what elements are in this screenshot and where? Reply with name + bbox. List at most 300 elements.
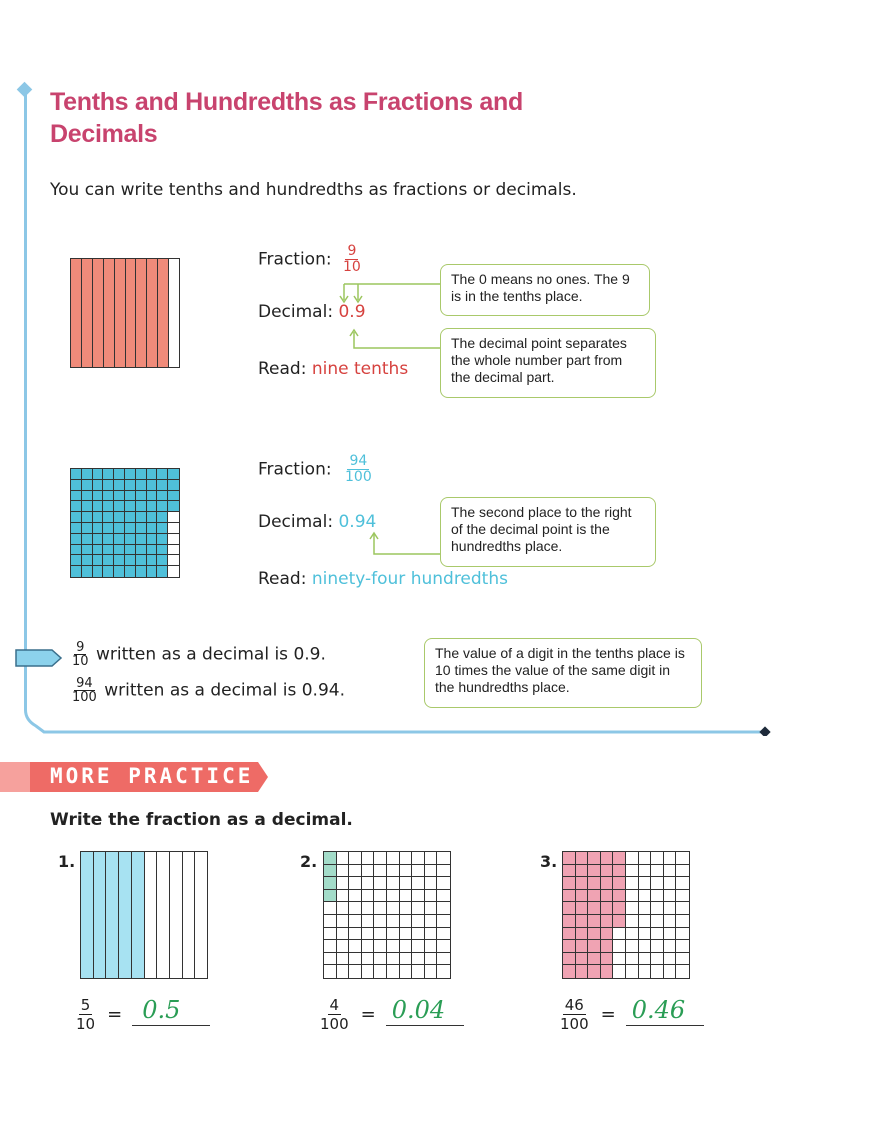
hundredth-square — [626, 940, 639, 953]
summary-line-2 — [70, 677, 345, 704]
hundredth-square — [437, 915, 450, 928]
hundredth-square — [362, 915, 375, 928]
hundredth-square — [324, 877, 337, 890]
tenth-strip — [195, 852, 207, 978]
hundredth-square — [400, 965, 413, 978]
hundredth-square — [588, 928, 601, 941]
problem-2-fraction: $\frac{4}{100}$ — [320, 996, 349, 1033]
hundredth-square — [114, 566, 125, 577]
hundredth-square — [125, 523, 136, 534]
hundredths-fraction-row — [258, 454, 374, 485]
hundredth-square — [136, 491, 147, 502]
hundredth-square — [324, 852, 337, 865]
hundredth-square — [71, 512, 82, 523]
hundredth-square — [664, 940, 677, 953]
hundredth-square — [588, 890, 601, 903]
hundredth-square — [651, 940, 664, 953]
hundredth-square — [114, 512, 125, 523]
equals-sign: = — [360, 1004, 376, 1025]
hundredth-square — [563, 940, 576, 953]
hundredth-square — [400, 928, 413, 941]
hundredth-square — [563, 865, 576, 878]
hundredth-square — [639, 915, 652, 928]
tenth-strip — [170, 852, 183, 978]
hundredth-square — [664, 965, 677, 978]
equals-sign: = — [600, 1004, 616, 1025]
hundredth-square — [576, 877, 589, 890]
tenth-strip — [94, 852, 107, 978]
hundredth-square — [374, 953, 387, 966]
hundredth-square — [362, 965, 375, 978]
hundredth-square — [588, 965, 601, 978]
hundredth-square — [563, 928, 576, 941]
hundredth-square — [601, 890, 614, 903]
hundredth-square — [93, 523, 104, 534]
read-label: Read: — [258, 359, 307, 379]
hundredth-square — [71, 501, 82, 512]
hundredth-square — [337, 953, 350, 966]
hundredths-connector-line — [360, 530, 444, 558]
hundredth-square — [337, 865, 350, 878]
tenth-strip — [136, 259, 147, 367]
hundredth-square — [93, 491, 104, 502]
hundredth-square — [136, 534, 147, 545]
hundredth-square — [337, 877, 350, 890]
hundredth-square — [349, 877, 362, 890]
hundredth-square — [437, 902, 450, 915]
hundredth-square — [563, 852, 576, 865]
hundredth-square — [157, 523, 168, 534]
hundredth-square — [613, 902, 626, 915]
hundredth-square — [588, 902, 601, 915]
hundredth-square — [576, 953, 589, 966]
hundredth-square — [676, 940, 689, 953]
hundredth-square — [168, 534, 179, 545]
hundredth-square — [374, 965, 387, 978]
hundredth-square — [576, 940, 589, 953]
hundredth-square — [639, 865, 652, 878]
hundredth-square — [103, 480, 114, 491]
tenths-model — [70, 258, 180, 368]
hundredth-square — [400, 953, 413, 966]
hundredth-square — [400, 902, 413, 915]
hundredth-square — [400, 940, 413, 953]
tenth-strip — [157, 852, 170, 978]
hundredth-square — [114, 469, 125, 480]
hundredths-decimal-value: 0.94 — [338, 512, 377, 532]
hundredth-square — [576, 890, 589, 903]
hundredth-square — [664, 902, 677, 915]
hundredth-square — [639, 852, 652, 865]
hundredth-square — [400, 915, 413, 928]
hundredth-square — [563, 953, 576, 966]
tenth-strip — [93, 259, 104, 367]
hundredth-square — [626, 953, 639, 966]
problem-2-answer: 0.04 — [391, 995, 446, 1024]
hundredth-square — [613, 852, 626, 865]
hundredth-square — [651, 915, 664, 928]
hundredth-square — [157, 555, 168, 566]
hundredth-square — [626, 865, 639, 878]
hundredth-square — [425, 928, 438, 941]
tenths-decimal-value: 0.9 — [338, 302, 366, 322]
hundredth-square — [412, 890, 425, 903]
tenth-strip — [71, 259, 82, 367]
hundredth-square — [82, 545, 93, 556]
hundredth-square — [588, 915, 601, 928]
hundredth-square — [412, 852, 425, 865]
hundredth-square — [664, 953, 677, 966]
hundredth-square — [425, 915, 438, 928]
summary-text-2: written as a decimal is 0.94. — [104, 680, 345, 701]
hundredth-square — [114, 545, 125, 556]
tenth-strip — [126, 259, 137, 367]
problem-1-equation — [74, 996, 210, 1033]
hundredth-square — [125, 566, 136, 577]
hundredth-square — [387, 877, 400, 890]
hundredth-square — [387, 902, 400, 915]
hundredth-square — [387, 915, 400, 928]
hundredth-square — [563, 877, 576, 890]
hundredth-square — [362, 890, 375, 903]
problem-1-answer: 0.5 — [142, 995, 181, 1024]
hundredth-square — [651, 953, 664, 966]
hundredth-square — [324, 953, 337, 966]
fraction-label: Fraction: — [258, 459, 332, 480]
hundredth-square — [601, 915, 614, 928]
hundredth-square — [125, 491, 136, 502]
summary-line-1 — [70, 641, 326, 668]
arrow-pointer-icon — [14, 647, 64, 669]
hundredth-square — [157, 512, 168, 523]
tenth-strip — [119, 852, 132, 978]
tenths-read-value: nine tenths — [311, 359, 409, 379]
hundredth-square — [374, 865, 387, 878]
hundredth-square — [93, 469, 104, 480]
hundredth-square — [412, 965, 425, 978]
hundredth-square — [387, 940, 400, 953]
hundredth-square — [601, 902, 614, 915]
hundredths-read-row — [258, 569, 508, 589]
hundredth-square — [387, 965, 400, 978]
hundredth-square — [374, 902, 387, 915]
hundredth-square — [103, 512, 114, 523]
hundredth-square — [103, 469, 114, 480]
hundredth-square — [374, 915, 387, 928]
hundredth-square — [324, 865, 337, 878]
note-decimal-point: The decimal point separates the whole number part from the decimal part. — [440, 328, 656, 398]
hundredth-square — [563, 915, 576, 928]
hundredth-square — [400, 890, 413, 903]
hundredth-square — [168, 491, 179, 502]
hundredth-square — [626, 915, 639, 928]
hundredth-square — [676, 865, 689, 878]
hundredth-square — [103, 523, 114, 534]
hundredth-square — [136, 469, 147, 480]
hundredth-square — [349, 915, 362, 928]
hundredth-square — [103, 491, 114, 502]
hundredth-square — [651, 865, 664, 878]
hundredth-square — [651, 852, 664, 865]
hundredth-square — [114, 523, 125, 534]
hundredth-square — [147, 566, 158, 577]
tenth-strip — [158, 259, 169, 367]
problem-3-number: 3. — [540, 852, 558, 871]
hundredth-square — [147, 523, 158, 534]
problem-1-fraction: $\frac{5}{10}$ — [76, 996, 96, 1033]
hundredth-square — [349, 902, 362, 915]
hundredth-square — [400, 852, 413, 865]
hundredth-square — [601, 965, 614, 978]
hundredth-square — [639, 890, 652, 903]
hundredth-square — [337, 915, 350, 928]
hundredth-square — [412, 953, 425, 966]
hundredth-square — [82, 512, 93, 523]
hundredth-square — [103, 555, 114, 566]
hundredth-square — [425, 865, 438, 878]
hundredth-square — [125, 501, 136, 512]
hundredth-square — [114, 555, 125, 566]
hundredth-square — [93, 566, 104, 577]
hundredth-square — [676, 915, 689, 928]
hundredth-square — [374, 877, 387, 890]
hundredth-square — [374, 890, 387, 903]
hundredth-square — [114, 501, 125, 512]
hundredth-square — [168, 501, 179, 512]
hundredth-square — [387, 865, 400, 878]
hundredth-square — [576, 902, 589, 915]
hundredth-square — [664, 915, 677, 928]
hundredth-square — [93, 545, 104, 556]
hundredth-square — [613, 865, 626, 878]
hundredth-square — [576, 928, 589, 941]
hundredth-square — [412, 915, 425, 928]
hundredth-square — [349, 940, 362, 953]
summary-text-1: written as a decimal is 0.9. — [95, 644, 326, 665]
summary-fraction-2: $\frac{94}{100}$ — [72, 676, 97, 705]
hundredth-square — [349, 928, 362, 941]
hundredth-square — [103, 566, 114, 577]
hundredth-square — [651, 877, 664, 890]
hundredth-square — [676, 852, 689, 865]
hundredth-square — [362, 902, 375, 915]
hundredth-square — [601, 953, 614, 966]
hundredth-square — [147, 501, 158, 512]
hundredth-square — [125, 512, 136, 523]
hundredth-square — [613, 953, 626, 966]
hundredth-square — [425, 965, 438, 978]
hundredth-square — [82, 480, 93, 491]
hundredth-square — [362, 940, 375, 953]
hundredth-square — [168, 480, 179, 491]
hundredth-square — [93, 480, 104, 491]
hundredth-square — [437, 865, 450, 878]
hundredth-square — [374, 852, 387, 865]
hundredth-square — [676, 877, 689, 890]
hundredth-square — [613, 940, 626, 953]
hundredth-square — [387, 852, 400, 865]
hundredth-square — [626, 928, 639, 941]
hundredth-square — [601, 940, 614, 953]
hundredth-square — [362, 953, 375, 966]
hundredth-square — [157, 469, 168, 480]
hundredth-square — [337, 890, 350, 903]
hundredth-square — [676, 890, 689, 903]
hundredth-square — [324, 965, 337, 978]
hundredth-square — [125, 469, 136, 480]
problem-1-model — [80, 851, 208, 979]
tenths-fraction: $\frac{9}{10}$ — [343, 243, 361, 275]
problem-1-answer-field[interactable] — [132, 995, 210, 1026]
hundredth-square — [82, 491, 93, 502]
hundredth-square — [362, 852, 375, 865]
hundredth-square — [576, 865, 589, 878]
tenth-strip — [82, 259, 93, 367]
problem-2-model — [323, 851, 451, 979]
hundredth-square — [157, 480, 168, 491]
hundredth-square — [362, 928, 375, 941]
hundredth-square — [626, 902, 639, 915]
hundredth-square — [324, 928, 337, 941]
hundredth-square — [588, 865, 601, 878]
hundredth-square — [93, 512, 104, 523]
hundredth-square — [651, 965, 664, 978]
tenth-strip — [169, 259, 179, 367]
decimal-label: Decimal: — [258, 512, 334, 532]
hundredth-square — [71, 523, 82, 534]
hundredth-square — [82, 555, 93, 566]
hundredth-square — [626, 877, 639, 890]
summary-fraction-1: $\frac{9}{10}$ — [72, 640, 89, 669]
hundredth-square — [337, 902, 350, 915]
hundredth-square — [93, 501, 104, 512]
hundredth-square — [576, 915, 589, 928]
hundredth-square — [437, 965, 450, 978]
hundredth-square — [613, 928, 626, 941]
hundredth-square — [437, 940, 450, 953]
hundredth-square — [664, 928, 677, 941]
hundredth-square — [349, 965, 362, 978]
hundredth-square — [425, 877, 438, 890]
hundredth-square — [168, 566, 179, 577]
hundredth-square — [82, 534, 93, 545]
decimal-label: Decimal: — [258, 302, 334, 322]
hundredth-square — [651, 928, 664, 941]
hundredth-square — [676, 953, 689, 966]
tenth-strip — [81, 852, 94, 978]
hundredth-square — [168, 512, 179, 523]
bottom-rail — [24, 706, 780, 736]
hundredth-square — [412, 902, 425, 915]
hundredth-square — [626, 852, 639, 865]
hundredth-square — [324, 902, 337, 915]
hundredth-square — [147, 480, 158, 491]
hundredth-square — [147, 491, 158, 502]
problem-1-number: 1. — [58, 852, 76, 871]
hundredth-square — [613, 965, 626, 978]
hundredth-square — [147, 545, 158, 556]
hundredth-square — [136, 512, 147, 523]
practice-instruction: Write the fraction as a decimal. — [50, 810, 353, 830]
hundredth-square — [387, 890, 400, 903]
hundredth-square — [337, 965, 350, 978]
hundredth-square — [125, 545, 136, 556]
hundredth-square — [613, 915, 626, 928]
hundredth-square — [425, 953, 438, 966]
practice-banner-text: MORE PRACTICE — [50, 764, 254, 788]
hundredth-square — [387, 953, 400, 966]
hundredth-square — [136, 566, 147, 577]
hundredth-square — [601, 865, 614, 878]
note-place-value: The value of a digit in the tenths place is 10 times the value of the same digit in the hundredths place. — [424, 638, 702, 708]
equals-sign: = — [107, 1004, 123, 1025]
hundredth-square — [437, 890, 450, 903]
hundredth-square — [588, 940, 601, 953]
hundredth-square — [125, 534, 136, 545]
hundredth-square — [362, 877, 375, 890]
hundredth-square — [349, 852, 362, 865]
tenth-strip — [145, 852, 158, 978]
hundredth-square — [676, 928, 689, 941]
hundredth-square — [425, 890, 438, 903]
problem-3-model — [562, 851, 690, 979]
hundredth-square — [71, 469, 82, 480]
hundredth-square — [676, 902, 689, 915]
hundredth-square — [601, 877, 614, 890]
hundredth-square — [136, 480, 147, 491]
hundredth-square — [157, 501, 168, 512]
hundredth-square — [664, 852, 677, 865]
hundredth-square — [664, 890, 677, 903]
hundredth-square — [576, 965, 589, 978]
fraction-label: Fraction: — [258, 249, 332, 270]
hundredth-square — [639, 953, 652, 966]
hundredth-square — [639, 877, 652, 890]
problem-3-equation — [558, 996, 704, 1033]
hundredth-square — [664, 877, 677, 890]
hundredth-square — [588, 852, 601, 865]
problem-2-answer-field[interactable] — [386, 995, 464, 1026]
problem-2-equation — [318, 996, 464, 1033]
tenth-strip — [183, 852, 196, 978]
hundredth-square — [362, 865, 375, 878]
hundredth-square — [93, 555, 104, 566]
hundredth-square — [437, 928, 450, 941]
hundredth-square — [337, 852, 350, 865]
hundredth-square — [93, 534, 104, 545]
hundredth-square — [437, 953, 450, 966]
hundredth-square — [639, 965, 652, 978]
hundredths-model — [70, 468, 180, 578]
hundredth-square — [437, 852, 450, 865]
hundredth-square — [664, 865, 677, 878]
hundredth-square — [82, 523, 93, 534]
hundredth-square — [626, 890, 639, 903]
hundredth-square — [337, 940, 350, 953]
tenths-connector-lines — [330, 270, 442, 380]
left-rail — [24, 88, 27, 708]
tenth-strip — [104, 259, 115, 367]
hundredth-square — [147, 469, 158, 480]
problem-2-number: 2. — [300, 852, 318, 871]
hundredth-square — [613, 890, 626, 903]
hundredth-square — [103, 534, 114, 545]
hundredth-square — [563, 890, 576, 903]
problem-3-answer-field[interactable] — [626, 995, 704, 1026]
hundredth-square — [114, 480, 125, 491]
hundredth-square — [588, 953, 601, 966]
hundredth-square — [337, 928, 350, 941]
